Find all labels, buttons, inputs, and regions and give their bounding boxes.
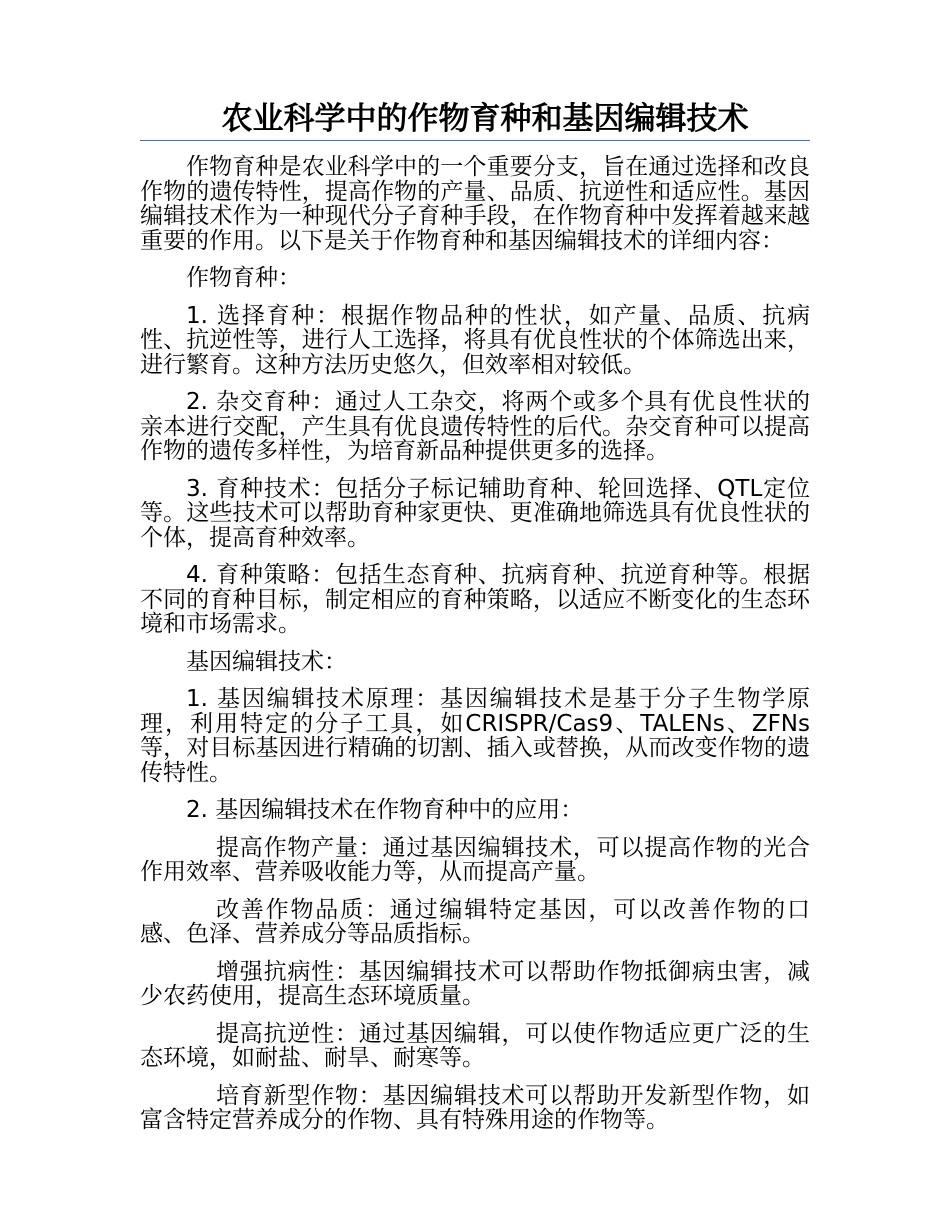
document-title: 农业科学中的作物育种和基因编辑技术 — [221, 101, 749, 137]
list-item: 1. 基因编辑技术原理：基因编辑技术是基于分子生物学原理，利用特定的分子工具，如CRISPR/Cas9、TALENs、ZFNs等，对目标基因进行精确的切割、插入或替换，从而改变作物的遗传特性。 — [140, 686, 810, 786]
intro-paragraph: 作物育种是农业科学中的一个重要分支，旨在通过选择和改良作物的遗传特性，提高作物的产量、品质、抗逆性和适应性。基因编辑技术作为一种现代分子育种手段，在作物育种中发挥着越来越重要的作用。以下是关于作物育种和基因编辑技术的详细内容： — [140, 154, 810, 254]
section-heading-gene-editing: 基因编辑技术： — [186, 648, 347, 675]
section-heading-crop-breeding: 作物育种： — [186, 265, 301, 291]
application-item: 增强抗病性：基因编辑技术可以帮助作物抵御病虫害，减少农药使用，提高生态环境质量。 — [140, 958, 810, 1009]
list-item: 1. 选择育种：根据作物品种的性状，如产量、品质、抗病性、抗逆性等，进行人工选择，将具有优良性状的个体筛选出来，进行繁育。这种方法历史悠久，但效率相对较低。 — [140, 302, 810, 378]
application-item: 培育新型作物：基因编辑技术可以帮助开发新型作物，如富含特定营养成分的作物、具有特殊用途的作物等。 — [140, 1082, 810, 1133]
application-item: 提高作物产量：通过基因编辑技术，可以提高作物的光合作用效率、营养吸收能力等，从而提高产量。 — [140, 834, 810, 885]
application-item: 改善作物品质：通过编辑特定基因，可以改善作物的口感、色泽、营养成分等品质指标。 — [140, 896, 810, 947]
application-item: 提高抗逆性：通过基因编辑，可以使作物适应更广泛的生态环境，如耐盐、耐旱、耐寒等。 — [140, 1020, 810, 1071]
list-item: 2. 基因编辑技术在作物育种中的应用： — [186, 797, 584, 823]
document-page — [140, 100, 810, 1146]
list-item: 4. 育种策略：包括生态育种、抗病育种、抗逆育种等。根据不同的育种目标，制定相应的育种策略，以适应不断变化的生态环境和市场需求。 — [140, 562, 810, 637]
list-item: 2. 杂交育种：通过人工杂交，将两个或多个具有优良性状的亲本进行交配，产生具有优良遗传特性的后代。杂交育种可以提高作物的遗传多样性，为培育新品种提供更多的选择。 — [140, 389, 810, 464]
title-underline — [140, 140, 810, 141]
list-item: 3. 育种技术：包括分子标记辅助育种、轮回选择、QTL定位等。这些技术可以帮助育种家更快、更准确地筛选具有优良性状的个体，提高育种效率。 — [140, 475, 810, 551]
